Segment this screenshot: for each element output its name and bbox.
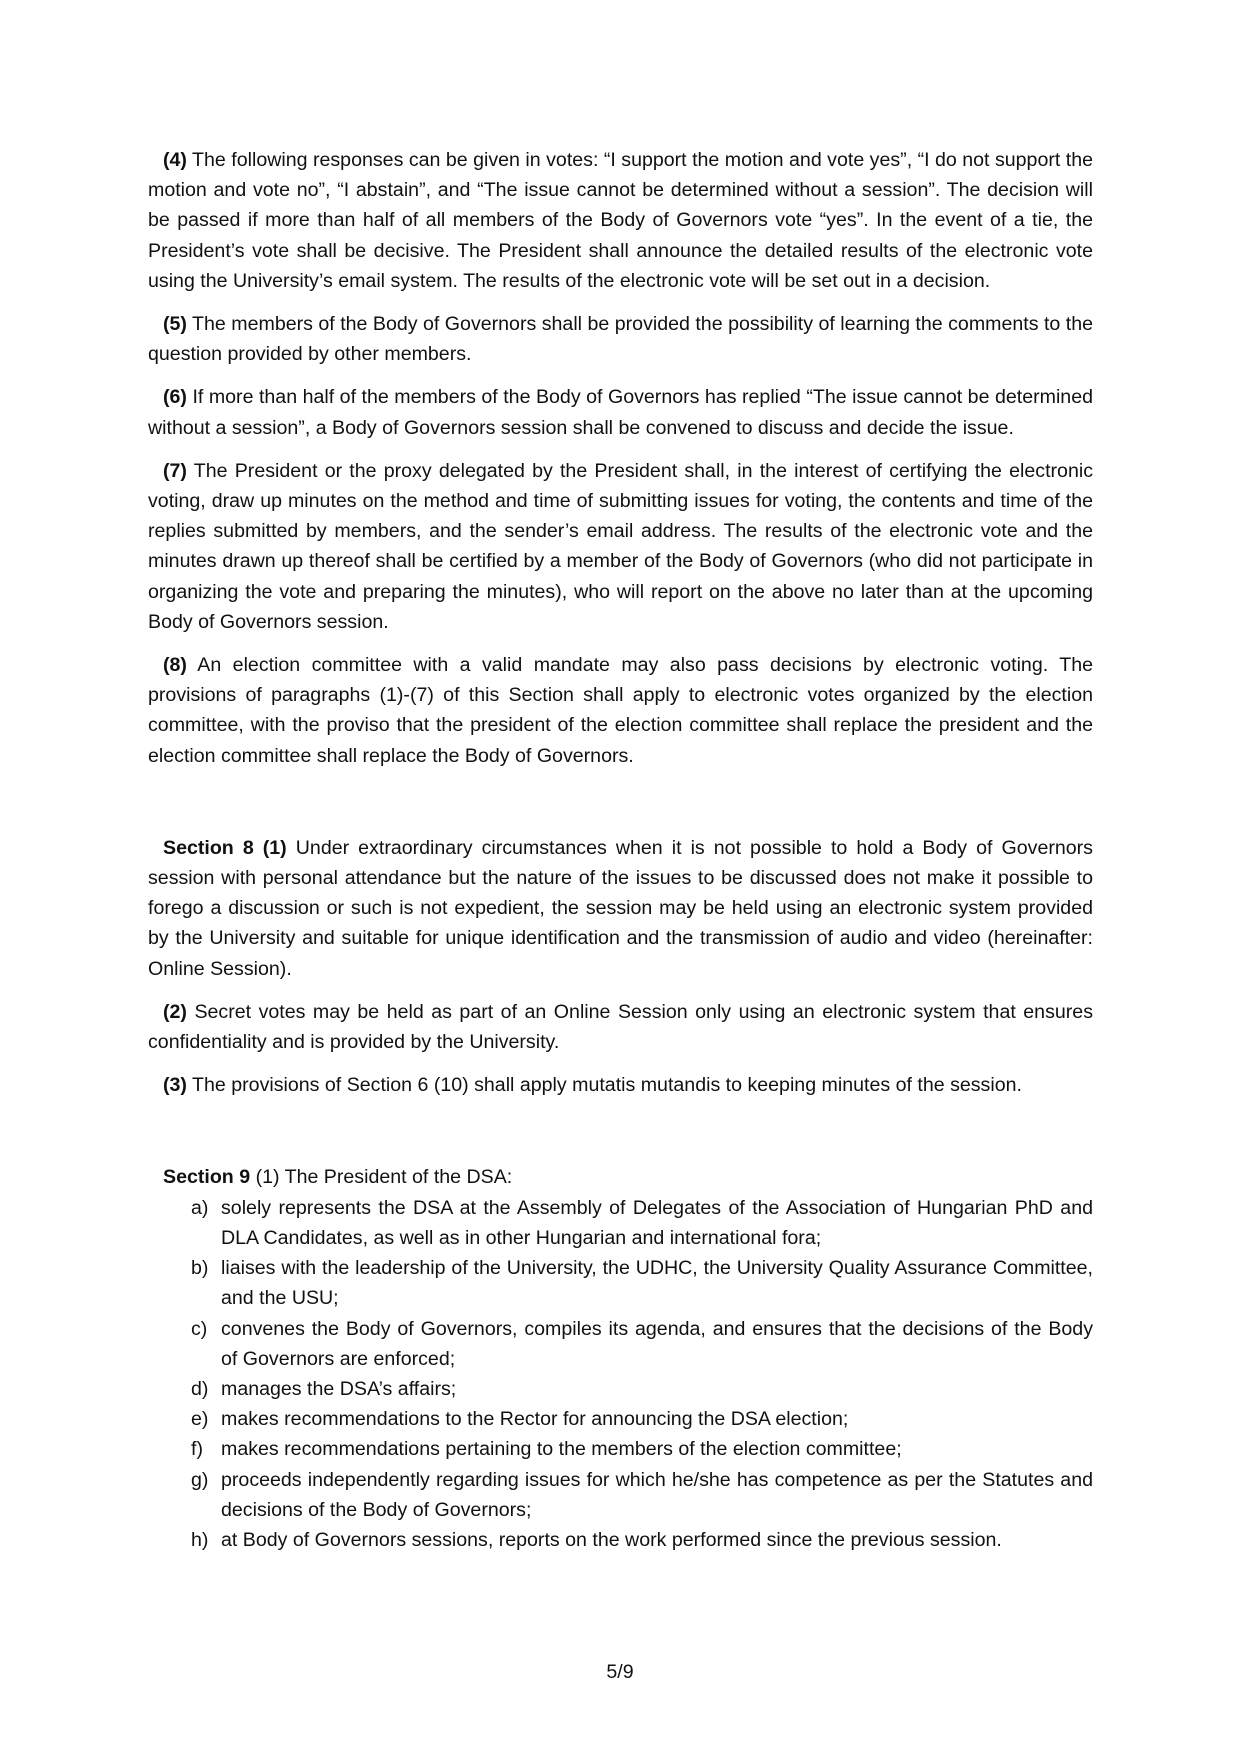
paragraph-8 xyxy=(148,650,1093,771)
page-number: 5/9 xyxy=(606,1661,634,1683)
paragraph-text: If more than half of the members of the Body of Governors has replied “The issue cannot be determined without a session”, a Body of Governors session shall be convened to discuss and decide the issue. xyxy=(148,386,1093,439)
list-item xyxy=(148,1465,1093,1525)
list-item-text: solely represents the DSA at the Assembly of Delegates of the Association of Hungarian PhD and DLA Candidates, as well as in other Hungarian and international fora; xyxy=(221,1196,1093,1249)
president-duties-list xyxy=(148,1193,1093,1555)
paragraph-number: (8) xyxy=(163,654,187,677)
list-item xyxy=(148,1374,1093,1404)
paragraph-number: (7) xyxy=(163,459,187,482)
list-marker: d) xyxy=(191,1377,209,1400)
paragraph-text: An election committee with a valid mandate may also pass decisions by electronic voting. The provisions of paragraphs (1)-(7) of this Section shall apply to electronic votes organized by the election committee, with the proviso that the president of the election committee shall replace the president and the election committee shall replace the Body of Governors. xyxy=(148,654,1093,767)
section-8-paragraph-1 xyxy=(148,833,1093,984)
paragraph-number: (6) xyxy=(163,386,187,409)
paragraph-number: (5) xyxy=(163,313,187,336)
list-item xyxy=(148,1253,1093,1313)
document-body xyxy=(148,145,1093,1555)
list-item xyxy=(148,1525,1093,1555)
paragraph-6 xyxy=(148,382,1093,442)
list-item-text: makes recommendations pertaining to the members of the election committee; xyxy=(221,1438,902,1461)
list-item-text: convenes the Body of Governors, compiles its agenda, and ensures that the decisions of the Body of Governors are enforced; xyxy=(221,1317,1093,1370)
paragraph-7 xyxy=(148,456,1093,637)
list-item-text: proceeds independently regarding issues for which he/she has competence as per the Statutes and decisions of the Body of Governors; xyxy=(221,1468,1093,1521)
paragraph-text: The members of the Body of Governors shall be provided the possibility of learning the comments to the question provided by other members. xyxy=(148,313,1093,366)
list-item xyxy=(148,1434,1093,1464)
section-8-paragraph-3 xyxy=(148,1070,1093,1100)
list-item xyxy=(148,1314,1093,1374)
list-marker: e) xyxy=(191,1408,209,1431)
section-9-intro xyxy=(148,1162,1093,1192)
paragraph-4 xyxy=(148,145,1093,296)
list-marker: b) xyxy=(191,1257,209,1280)
paragraph-number: (3) xyxy=(163,1074,187,1097)
paragraph-text: The President or the proxy delegated by the President shall, in the interest of certifying the electronic voting, draw up minutes on the method and time of submitting issues for voting, the contents and time of the replies submitted by members, and the sender’s email address. The results of the electronic vote and the minutes drawn up thereof shall be certified by a member of the Body of Governors (who did not participate in organizing the vote and preparing the minutes), who will report on the above no later than at the upcoming Body of Governors session. xyxy=(148,459,1093,633)
list-item-text: at Body of Governors sessions, reports on the work performed since the previous session. xyxy=(221,1528,1002,1551)
list-item-text: liaises with the leadership of the University, the UDHC, the University Quality Assurance Committee, and the USU; xyxy=(221,1257,1093,1310)
list-item xyxy=(148,1404,1093,1434)
list-marker: f) xyxy=(191,1438,203,1461)
paragraph-5 xyxy=(148,309,1093,369)
paragraph-text: The provisions of Section 6 (10) shall apply mutatis mutandis to keeping minutes of the session. xyxy=(186,1074,1022,1097)
list-item-text: manages the DSA’s affairs; xyxy=(221,1377,457,1400)
section-8-paragraph-2 xyxy=(148,997,1093,1057)
list-item xyxy=(148,1193,1093,1253)
section-heading: Section 9 xyxy=(163,1166,251,1189)
list-marker: h) xyxy=(191,1528,209,1551)
paragraph-text: Secret votes may be held as part of an Online Session only using an electronic system that ensures confidentiality and is provided by the University. xyxy=(148,1000,1093,1054)
section-heading: Section 8 (1) xyxy=(163,836,287,859)
list-marker: a) xyxy=(191,1196,209,1219)
paragraph-text: The following responses can be given in votes: “I support the motion and vote yes”, “I do not support the motion and vote no”, “I abstain”, and “The issue cannot be determined without a session”. The decision will be passed if more than half of all members of the Body of Governors vote “yes”. In the event of a tie, the President’s vote shall be decisive. The President shall announce the detailed results of the electronic vote using the University’s email system. The results of the electronic vote will be set out in a decision. xyxy=(148,149,1093,292)
paragraph-text: Under extraordinary circumstances when it is not possible to hold a Body of Governors session with personal attendance but the nature of the issues to be discussed does not make it possible to forego a discussion or such is not expedient, the session may be held using an electronic system provided by the University and suitable for unique identification and the transmission of audio and video (hereinafter: Online Session). xyxy=(148,836,1093,980)
paragraph-number: (4) xyxy=(163,149,187,171)
list-marker: g) xyxy=(191,1468,209,1491)
paragraph-text: (1) The President of the DSA: xyxy=(250,1166,513,1189)
list-item-text: makes recommendations to the Rector for announcing the DSA election; xyxy=(221,1408,849,1431)
list-marker: c) xyxy=(191,1317,208,1340)
paragraph-number: (2) xyxy=(163,1000,187,1023)
